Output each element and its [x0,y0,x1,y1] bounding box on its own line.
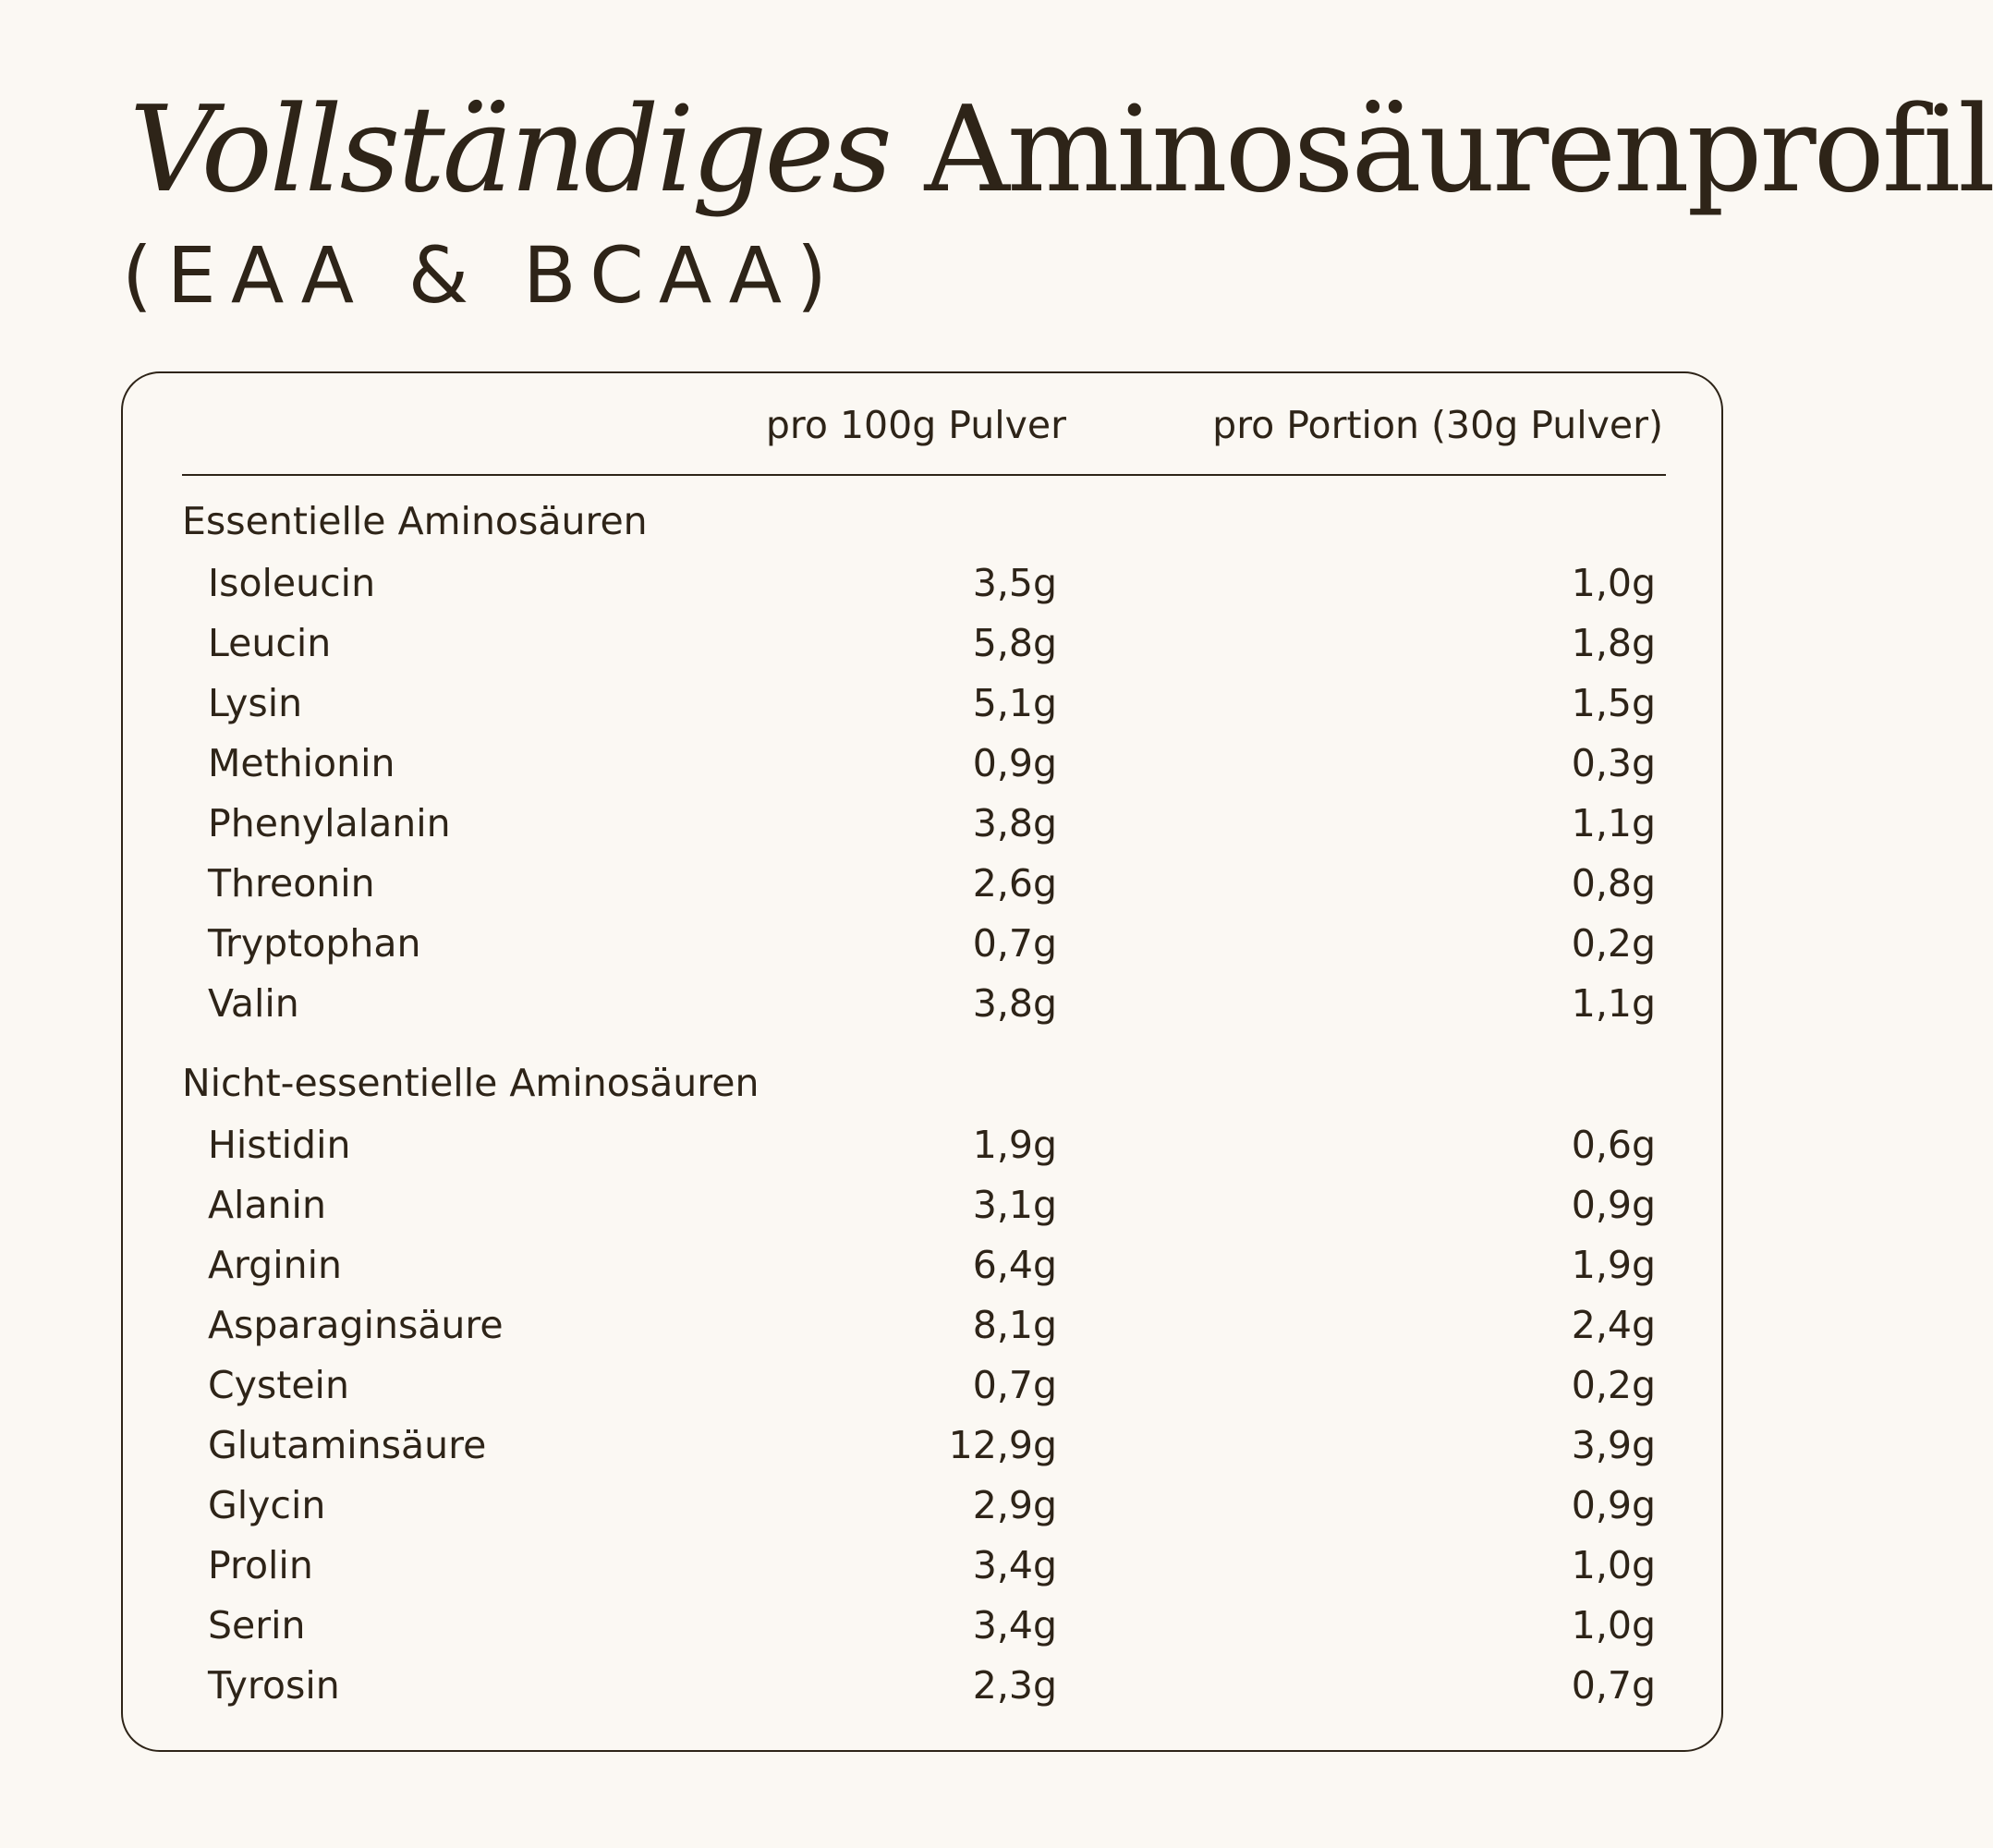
value-per-100g: 8,1g [972,1303,1057,1347]
table-row [0,1182,1848,1228]
value-per-portion: 2,4g [1571,1303,1656,1347]
amino-acid-name: Serin [208,1603,306,1647]
table-row [0,1122,1848,1168]
value-per-100g: 3,5g [972,561,1057,605]
value-per-100g: 3,4g [972,1543,1057,1587]
table-row [0,1662,1848,1708]
table-row [0,920,1848,967]
column-header-per-portion: pro Portion (30g Pulver) [1212,403,1663,447]
section-heading-non-essential: Nicht-essentielle Aminosäuren [182,1061,760,1105]
value-per-portion: 1,0g [1571,1543,1656,1587]
title-italic: Vollständiges [129,81,890,219]
table-row [0,1482,1848,1528]
section-heading-essential: Essentielle Aminosäuren [182,499,648,543]
amino-acid-name: Cystein [208,1363,349,1407]
amino-acid-name: Threonin [208,861,375,906]
table-row [0,800,1848,846]
value-per-portion: 0,8g [1571,861,1656,906]
page-title [129,81,1993,220]
value-per-portion: 1,0g [1571,1603,1656,1647]
value-per-100g: 5,1g [972,681,1057,725]
value-per-portion: 1,0g [1571,561,1656,605]
amino-acid-name: Phenylalanin [208,801,451,845]
value-per-100g: 3,4g [972,1603,1057,1647]
value-per-portion: 0,9g [1571,1183,1656,1227]
value-per-portion: 0,2g [1571,1363,1656,1407]
value-per-portion: 1,9g [1571,1243,1656,1287]
value-per-100g: 2,6g [972,861,1057,906]
table-row [0,1542,1848,1588]
value-per-100g: 12,9g [948,1423,1057,1467]
value-per-portion: 1,1g [1571,801,1656,845]
amino-acid-name: Prolin [208,1543,313,1587]
amino-acid-name: Histidin [208,1123,351,1167]
amino-acid-name: Tyrosin [208,1663,340,1708]
value-per-100g: 2,3g [972,1663,1057,1708]
value-per-portion: 1,1g [1571,981,1656,1026]
table-row [0,1302,1848,1348]
value-per-100g: 2,9g [972,1483,1057,1527]
value-per-100g: 3,8g [972,981,1057,1026]
amino-acid-name: Asparaginsäure [208,1303,504,1347]
value-per-portion: 0,2g [1571,921,1656,966]
value-per-portion: 0,9g [1571,1483,1656,1527]
page-subtitle: (EAA & BCAA) [122,230,842,321]
table-row [0,740,1848,786]
table-row [0,1362,1848,1408]
amino-acid-name: Tryptophan [208,921,421,966]
amino-acid-name: Valin [208,981,299,1026]
table-row [0,1242,1848,1288]
value-per-portion: 3,9g [1571,1423,1656,1467]
amino-acid-name: Glutaminsäure [208,1423,487,1467]
value-per-100g: 0,9g [972,741,1057,785]
value-per-100g: 6,4g [972,1243,1057,1287]
value-per-100g: 0,7g [972,921,1057,966]
amino-acid-name: Methionin [208,741,395,785]
value-per-100g: 1,9g [972,1123,1057,1167]
amino-acid-name: Leucin [208,621,332,665]
amino-acid-name: Alanin [208,1183,326,1227]
amino-acid-name: Lysin [208,681,303,725]
value-per-portion: 1,8g [1571,621,1656,665]
value-per-portion: 0,6g [1571,1123,1656,1167]
header-divider [182,474,1666,476]
table-row [0,560,1848,606]
table-row [0,980,1848,1027]
table-row [0,1422,1848,1468]
value-per-100g: 3,1g [972,1183,1057,1227]
table-row [0,1602,1848,1648]
table-row [0,620,1848,666]
value-per-100g: 3,8g [972,801,1057,845]
value-per-portion: 0,3g [1571,741,1656,785]
amino-acid-name: Glycin [208,1483,326,1527]
amino-acid-name: Arginin [208,1243,342,1287]
value-per-portion: 1,5g [1571,681,1656,725]
column-header-per-100g: pro 100g Pulver [765,403,1066,447]
table-row [0,680,1848,726]
value-per-portion: 0,7g [1571,1663,1656,1708]
amino-acid-name: Isoleucin [208,561,376,605]
value-per-100g: 5,8g [972,621,1057,665]
table-row [0,860,1848,906]
title-regular: Aminosäurenprofil [924,81,1993,219]
value-per-100g: 0,7g [972,1363,1057,1407]
